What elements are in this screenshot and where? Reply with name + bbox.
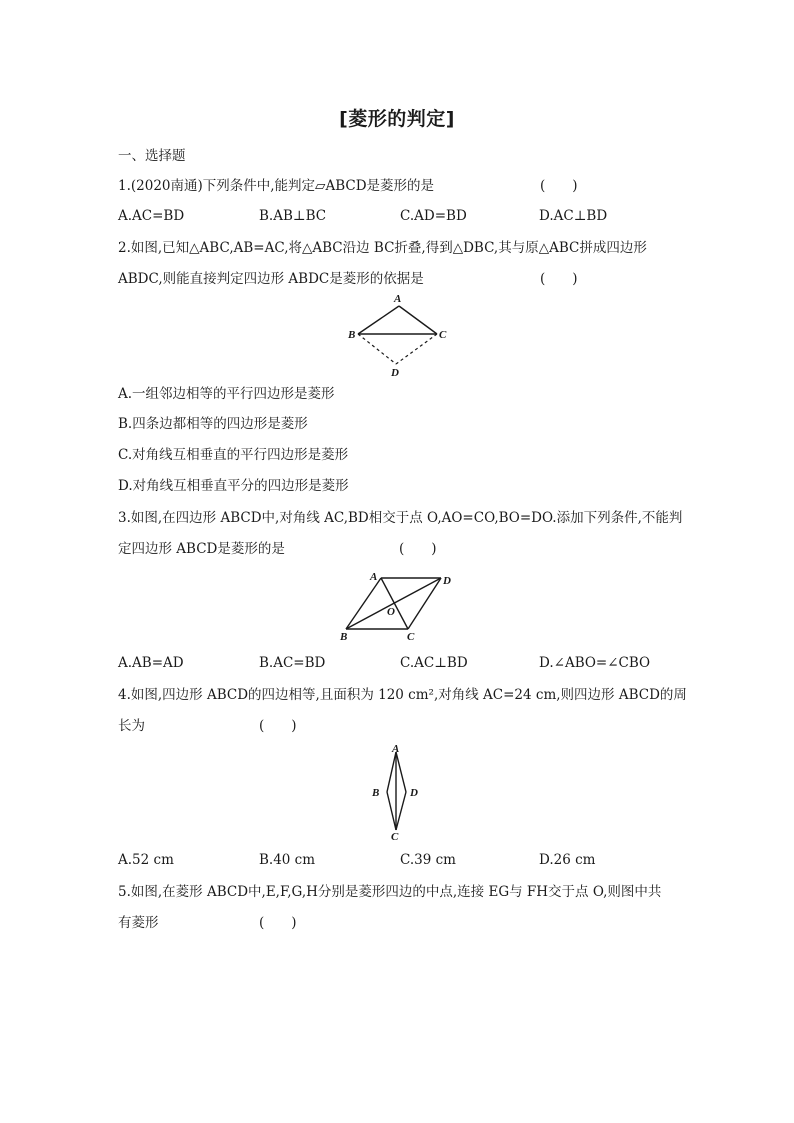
q3-option-d: D.∠ABO=∠CBO bbox=[539, 655, 651, 671]
q4-label-a: A bbox=[392, 743, 400, 755]
q1-option-b: B.AB⊥BC bbox=[259, 208, 327, 224]
q2-stem-line1: 2.如图,已知△ABC,AB=AC,将△ABC沿边 BC折叠,得到△DBC,其与原△ABC拼成四边形 bbox=[118, 240, 647, 256]
section-heading: 一、选择题 bbox=[118, 148, 186, 164]
q4-stem-line1: 4.如图,四边形 ABCD的四边相等,且面积为 120 cm²,对角线 AC=24 cm,则四边形 ABCD的周 bbox=[118, 687, 687, 703]
q3-segment-ab bbox=[346, 578, 381, 629]
q4-option-d: D.26 cm bbox=[539, 852, 596, 868]
q3-label-c: C bbox=[407, 631, 415, 643]
q2-stem-line2: ABDC,则能直接判定四边形 ABDC是菱形的依据是 bbox=[118, 271, 424, 287]
q3-option-b: B.AC=BD bbox=[259, 655, 326, 671]
q4-figure bbox=[366, 742, 430, 842]
q4-option-a: A.52 cm bbox=[118, 852, 174, 868]
q3-option-a: A.AB=AD bbox=[118, 655, 184, 671]
q3-stem-line1: 3.如图,在四边形 ABCD中,对角线 AC,BD相交于点 O,AO=CO,BO=DO.添加下列条件,不能判 bbox=[118, 510, 683, 526]
q1-option-c: C.AD=BD bbox=[400, 208, 467, 224]
q4-segment-ad bbox=[396, 752, 406, 792]
q2-label-c: C bbox=[439, 329, 447, 341]
q1-option-a: A.AC=BD bbox=[118, 208, 185, 224]
q1-option-d: D.AC⊥BD bbox=[539, 208, 608, 224]
q4-option-c: C.39 cm bbox=[400, 852, 456, 868]
q5-stem-line2: 有菱形 bbox=[118, 915, 159, 931]
q1-answer-bracket: ( ) bbox=[540, 178, 578, 194]
q2-label-b: B bbox=[348, 329, 356, 341]
q3-answer-bracket: ( ) bbox=[399, 541, 437, 557]
q2-option-c: C.对角线互相垂直的平行四边形是菱形 bbox=[118, 447, 349, 463]
q2-segment-cd bbox=[396, 334, 437, 364]
q4-label-b: B bbox=[372, 787, 380, 799]
q3-label-o: O bbox=[387, 606, 395, 618]
page-title: [菱形的判定] bbox=[339, 108, 455, 130]
q2-figure bbox=[340, 288, 460, 380]
q4-label-d: D bbox=[410, 787, 418, 799]
q2-label-d: D bbox=[391, 367, 399, 379]
q2-label-a: A bbox=[394, 293, 402, 305]
q4-segment-dc bbox=[396, 792, 406, 830]
q2-option-b: B.四条边都相等的四边形是菱形 bbox=[118, 416, 308, 432]
q4-stem-line2: 长为 bbox=[118, 718, 145, 734]
q3-stem-line2: 定四边形 ABCD是菱形的是 bbox=[118, 541, 285, 557]
q4-segment-bc bbox=[387, 792, 396, 830]
q3-label-d: D bbox=[443, 575, 451, 587]
q2-segment-bd bbox=[358, 334, 396, 364]
q3-option-c: C.AC⊥BD bbox=[400, 655, 468, 671]
q2-answer-bracket: ( ) bbox=[540, 271, 578, 287]
q3-figure bbox=[334, 566, 464, 646]
q3-segment-dc bbox=[408, 578, 441, 629]
q2-segment-ac bbox=[399, 306, 437, 334]
q3-label-a: A bbox=[370, 571, 378, 583]
q1-stem: 1.(2020南通)下列条件中,能判定▱ABCD是菱形的是 bbox=[118, 178, 435, 194]
q3-label-b: B bbox=[340, 631, 348, 643]
q2-option-a: A.一组邻边相等的平行四边形是菱形 bbox=[118, 386, 335, 402]
q4-segment-ab bbox=[387, 752, 396, 792]
q5-answer-bracket: ( ) bbox=[259, 915, 297, 931]
q2-segment-ab bbox=[358, 306, 399, 334]
q4-label-c: C bbox=[391, 831, 399, 842]
q4-option-b: B.40 cm bbox=[259, 852, 316, 868]
q4-answer-bracket: ( ) bbox=[259, 718, 297, 734]
q5-stem-line1: 5.如图,在菱形 ABCD中,E,F,G,H分别是菱形四边的中点,连接 EG与 FH交于点 O,则图中共 bbox=[118, 884, 662, 900]
q3-diagonal-bd bbox=[346, 578, 441, 629]
q2-option-d: D.对角线互相垂直平分的四边形是菱形 bbox=[118, 478, 349, 494]
